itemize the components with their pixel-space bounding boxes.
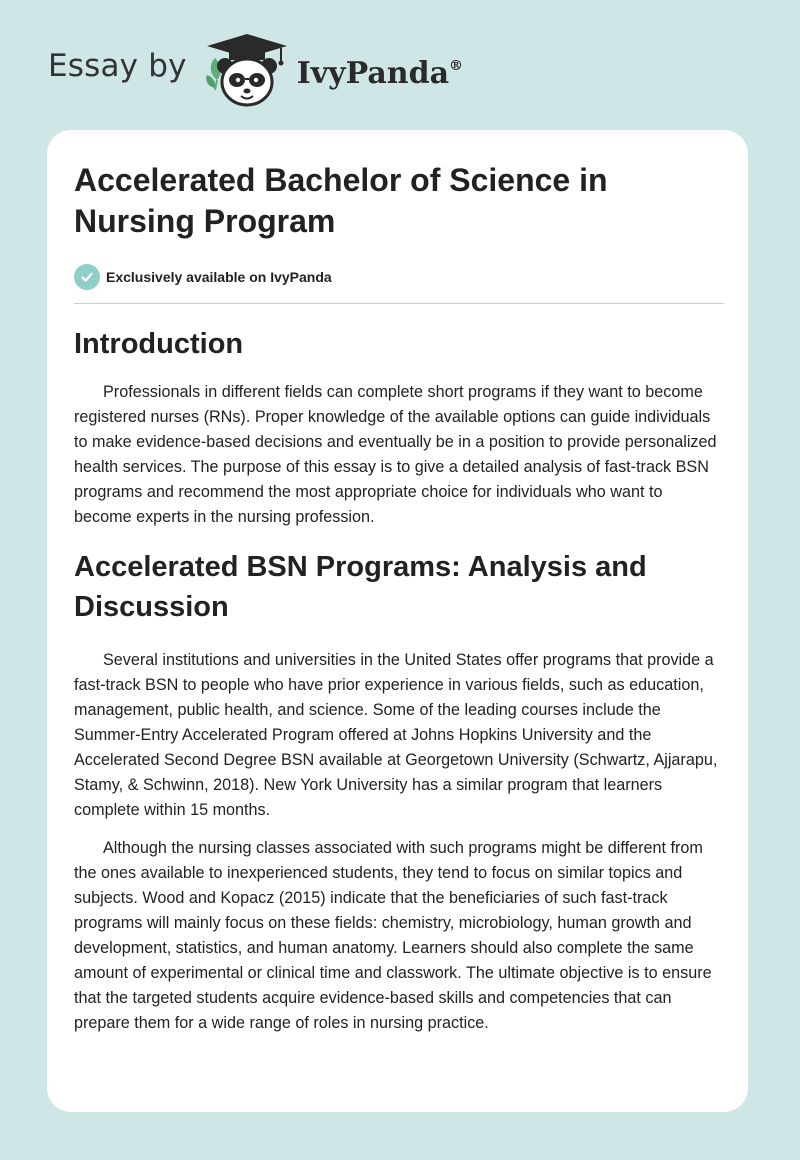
registered-mark: ® bbox=[449, 57, 464, 74]
panda-logo-icon[interactable] bbox=[201, 30, 293, 110]
article-card bbox=[47, 130, 748, 1112]
section-heading-introduction: Introduction bbox=[74, 328, 244, 360]
section-heading-analysis: Accelerated BSN Programs: Analysis and Discussion bbox=[74, 551, 647, 623]
exclusive-badge bbox=[74, 264, 724, 290]
divider bbox=[74, 303, 724, 304]
paragraph: Several institutions and universities in the United States offer programs that provide a fast-track BSN to people who have prior experience in various fields, such as education, management, public health, and science. Some of the leading courses include the Summer-Entry Accelerated Program offered at Johns Hopkins University and the Accelerated Second Degree BSN available at Georgetown University (Schwartz, Ajjarapu, Stamy, & Schwinn, 2018). New York University has a similar program that learners complete within 15 months. bbox=[74, 651, 718, 819]
article-content bbox=[74, 160, 724, 1036]
brand-name[interactable]: IvyPanda® bbox=[296, 55, 464, 91]
paragraph: Although the nursing classes associated with such programs might be different from the ones available to inexperienced students, they tend to focus on similar topics and subjects. Wood and Kopacz (2015) indicate that the beneficiaries of such fast-track programs will mainly focus on these fields: chemistry, microbiology, human growth and development, statistics, and human anatomy. Learners should also complete the same amount of experimental or clinical time and classwork. The ultimate objective is to ensure that the targeted students acquire evidence-based skills and competencies that can prepare them for a wide range of roles in nursing practice. bbox=[74, 839, 712, 1032]
exclusive-badge-label: Exclusively available on IvyPanda bbox=[106, 269, 332, 285]
check-icon bbox=[74, 264, 100, 290]
paragraph: Professionals in different fields can complete short programs if they want to become registered nurses (RNs). Proper knowledge of the available options can guide individuals to make evidence-based decisions and eventually be in a position to provide personalized health services. The purpose of this essay is to give a detailed analysis of fast-track BSN programs and recommend the most appropriate choice for individuals who want to become experts in the nursing profession. bbox=[74, 383, 717, 526]
essay-by-label: Essay by bbox=[48, 48, 187, 84]
site-header bbox=[48, 30, 463, 110]
article-title: Accelerated Bachelor of Science in Nursing Program bbox=[74, 162, 608, 239]
